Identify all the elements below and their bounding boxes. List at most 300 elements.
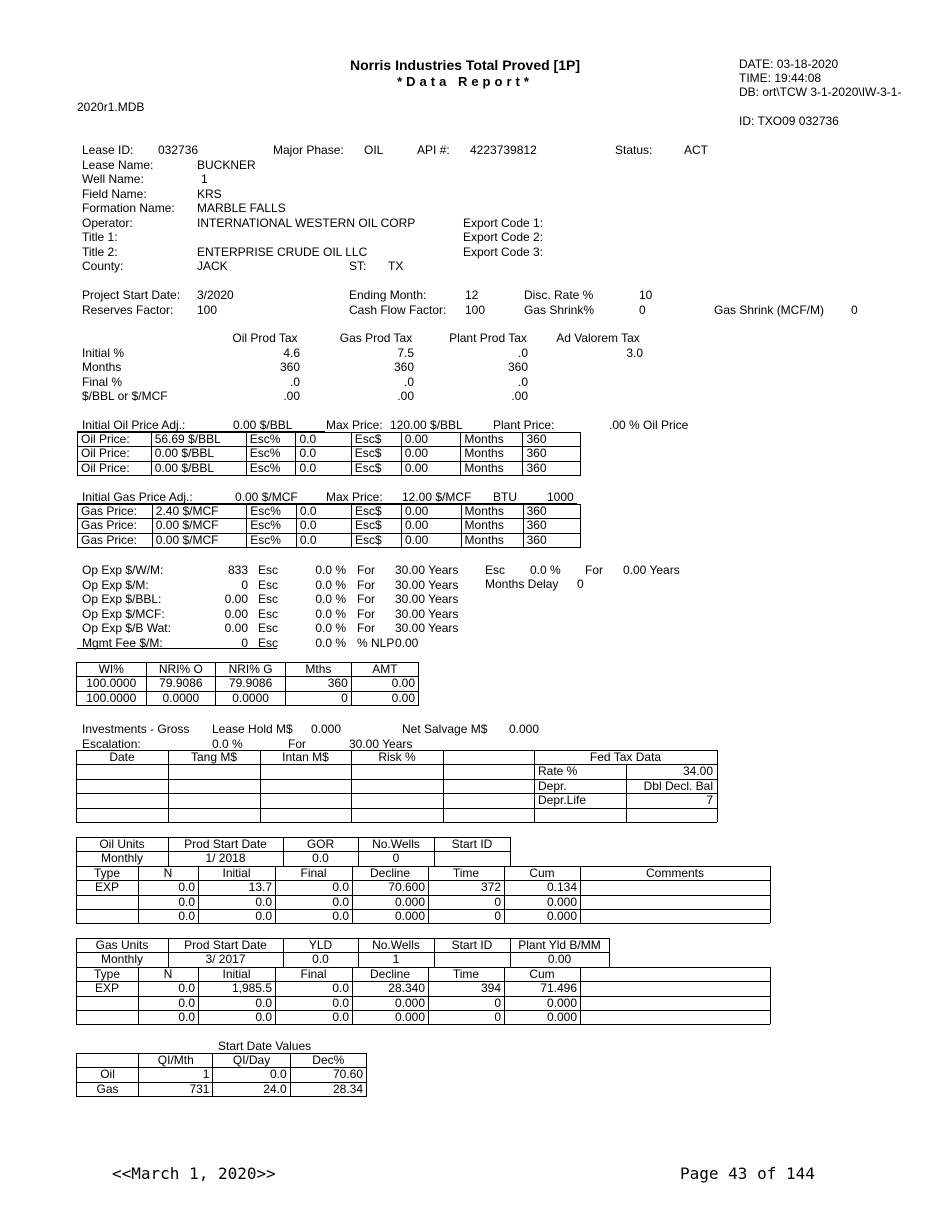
units-header: Plant Yld B/MM: [518, 938, 601, 952]
escalation-value: 0.0 %: [212, 737, 243, 751]
units-column-header: Type: [93, 865, 120, 880]
units-header: No.Wells: [372, 938, 420, 952]
opex-cell: % NLP: [357, 636, 395, 650]
units-cell: 0.000: [546, 995, 577, 1010]
units-cell: 0.0: [178, 894, 195, 909]
gas-price-cell: Months: [461, 533, 523, 547]
plant-tax-value: 360: [507, 360, 528, 374]
opex-cell: 0.0 %: [315, 621, 346, 636]
status-label: Status:: [615, 143, 653, 157]
start-values-row: [77, 1082, 367, 1096]
units-cell: 71.496: [540, 981, 577, 996]
lease-id-label: Lease ID:: [82, 143, 134, 157]
cash-flow-factor: 100: [465, 303, 486, 317]
interest-cell: 0.00: [351, 677, 418, 691]
gas-price-adj-label: Initial Gas Price Adj.:: [82, 490, 193, 504]
opex-cell: 30.00 Years: [395, 592, 459, 607]
units-header: Start ID: [451, 837, 493, 851]
units-header: Prod Start Date: [184, 938, 267, 952]
project-start-label: Project Start Date:: [82, 288, 181, 302]
fed-tax-value: Dbl Decl. Bal: [643, 778, 713, 793]
units-header: Gas Units: [95, 938, 149, 952]
units-cell: 0.0: [178, 880, 195, 895]
gas-price-cell: Gas Price:: [78, 519, 153, 533]
units-cell: 0.0: [332, 995, 349, 1010]
escalation-for: 30.00 Years: [349, 737, 413, 751]
units-header: Prod Start Date: [184, 837, 267, 851]
units-cell: 0: [494, 894, 501, 909]
title2-label: Title 2:: [82, 245, 118, 259]
opex-cell: For: [357, 577, 375, 592]
units-column-header: Decline: [369, 865, 411, 880]
oil-price-cell: 0.00: [401, 433, 461, 447]
operator-name: INTERNATIONAL WESTERN OIL CORP: [197, 216, 416, 230]
oil-price-row: [78, 461, 581, 475]
start-values-table: [76, 1053, 367, 1097]
gas-price-cell: 0.00: [402, 533, 462, 547]
gas-max-price: 12.00 $/MCF: [402, 490, 472, 504]
plant-price-label: Plant Price:: [493, 418, 555, 432]
lease-name-label: Lease Name:: [82, 158, 154, 172]
start-values-cell: QI/Mth: [139, 1054, 213, 1068]
units-cell: 0.0: [332, 1010, 349, 1024]
gas-tax-value: 360: [393, 360, 414, 374]
units-cell: 0.0: [255, 894, 272, 909]
units-cell: 0.000: [546, 909, 577, 923]
leasehold-label: Lease Hold M$: [212, 722, 293, 736]
gas-shrink: 0: [639, 303, 646, 317]
oil-price-cell: 0.00 $/BBL: [151, 447, 246, 461]
oil-max-price: 120.00 $/BBL: [390, 418, 463, 432]
units-cell: 0.0: [332, 880, 349, 895]
gas-price-cell: Esc%: [247, 505, 297, 519]
units-column-header: Cum: [529, 865, 555, 880]
title1-label: Title 1:: [82, 230, 118, 244]
oil-price-table: [77, 432, 581, 476]
gas-price-cell: Esc$: [352, 533, 402, 547]
oil-price-cell: 0.0: [296, 447, 351, 461]
ending-month: 12: [465, 288, 479, 302]
gas-tax-value: .0: [403, 375, 414, 389]
operator-label: Operator:: [82, 216, 133, 230]
units-column-header: N: [163, 865, 173, 880]
opex-cell: 30.00 Years: [395, 563, 459, 577]
page-number: Page 43 of 144: [680, 1164, 815, 1183]
gas-price-cell: 0.00 $/MCF: [152, 519, 246, 533]
gas-price-cell: Esc$: [352, 505, 402, 519]
opex-cell: 0.00: [224, 606, 248, 621]
opex-cell: Op Exp $/W/M:: [82, 563, 164, 577]
units-cell: 0: [494, 909, 501, 923]
units-column-header: Time: [452, 966, 480, 981]
oil-price-cell: Esc%: [246, 447, 296, 461]
units-header: No.Wells: [372, 837, 420, 851]
units-cell: 0.0: [332, 894, 349, 909]
gas-price-cell: Gas Price:: [78, 533, 153, 547]
start-values-cell: 70.60: [290, 1068, 366, 1082]
interest-table: [76, 662, 419, 706]
gas-price-cell: Esc$: [352, 519, 402, 533]
major-phase: OIL: [364, 143, 384, 157]
report-title: Norris Industries Total Proved [1P]: [349, 57, 580, 73]
oil-price-cell: Oil Price:: [78, 433, 152, 447]
field-name-label: Field Name:: [82, 187, 147, 201]
report-time: TIME: 19:44:08: [739, 71, 822, 85]
investment-header: Date: [109, 750, 135, 764]
lease-name: BUCKNER: [197, 158, 256, 172]
leasehold-value: 0.000: [311, 722, 342, 736]
units-column-header: Comments: [645, 865, 704, 880]
fed-tax-value: 34.00: [682, 764, 713, 779]
net-salvage-label: Net Salvage M$: [402, 722, 488, 736]
units-cell: 0.0: [332, 909, 349, 923]
field-name: KRS: [197, 187, 222, 201]
interest-cell: WI%: [77, 663, 147, 677]
units-cell: 0.0: [255, 995, 272, 1010]
interest-cell: 0.00: [351, 691, 418, 705]
opex-cell: For: [357, 606, 375, 621]
btu-value: 1000: [547, 490, 574, 504]
units-cell: 0.0: [178, 909, 195, 923]
units-value: 0.00: [547, 952, 572, 967]
gas-price-cell: 0.0: [296, 533, 351, 547]
report-subtitle: *Data Report*: [397, 74, 533, 89]
oil-price-cell: Months: [461, 433, 523, 447]
state-label: ST:: [349, 259, 367, 273]
opex-cell: 0.0 %: [315, 592, 346, 607]
gas-price-cell: 0.00: [402, 519, 462, 533]
interest-cell: 0.0000: [146, 691, 216, 705]
plant-tax-value: .00: [511, 389, 528, 403]
opex-cell: 30.00 Years: [395, 577, 459, 592]
oil-price-cell: Oil Price:: [78, 461, 152, 475]
opex-esc-label: Esc: [485, 563, 506, 577]
export-code-2: Export Code 2:: [463, 230, 544, 244]
units-value: 0: [392, 851, 400, 866]
start-values-cell: 24.0: [213, 1082, 290, 1096]
tax-row-label: Months: [82, 360, 122, 374]
units-cell: 394: [480, 981, 501, 996]
disc-rate-label: Disc. Rate %: [524, 288, 594, 302]
gas-price-table: [77, 504, 581, 548]
gas-tax-value: .00: [397, 389, 414, 403]
oil-tax-value: .0: [289, 375, 300, 389]
units-cell: 0.0: [178, 981, 195, 996]
opex-cell: Op Exp $/B Wat:: [82, 621, 171, 636]
reserves-factor-label: Reserves Factor:: [82, 303, 174, 317]
opex-cell: 0.00: [224, 621, 248, 636]
export-code-1: Export Code 1:: [463, 216, 544, 230]
disc-rate: 10: [639, 288, 653, 302]
units-cell: 1,985.5: [231, 981, 272, 996]
cash-flow-label: Cash Flow Factor:: [349, 303, 447, 317]
units-column-header: Initial: [222, 966, 251, 981]
opex-cell: 0.0 %: [315, 606, 346, 621]
units-cell: 372: [480, 880, 501, 895]
start-values-cell: Gas: [77, 1082, 139, 1096]
gas-price-cell: 0.0: [296, 519, 351, 533]
oil-price-cell: Esc$: [351, 447, 401, 461]
interest-row: [77, 663, 419, 677]
interest-cell: NRI% O: [146, 663, 216, 677]
units-cell: 0.0: [178, 1010, 195, 1024]
opex-cell: Esc: [258, 592, 279, 607]
interest-row: [77, 691, 419, 705]
interest-row: [77, 677, 419, 691]
formation-name: MARBLE FALLS: [197, 201, 286, 215]
interest-cell: 0.0000: [216, 691, 286, 705]
investment-header: Risk %: [378, 750, 416, 764]
fed-tax-value: 7: [706, 793, 713, 808]
opex-cell: For: [357, 563, 375, 577]
start-values-cell: Dec%: [290, 1054, 366, 1068]
units-cell: 0.134: [546, 880, 577, 895]
oil-price-cell: 0.0: [296, 433, 351, 447]
start-values-row: [77, 1054, 367, 1068]
opex-cell: 30.00 Years: [395, 621, 459, 636]
lease-id: 032736: [158, 143, 199, 157]
units-value: 1: [392, 952, 400, 967]
fed-tax-label: Depr.: [538, 778, 567, 793]
units-column-header: N: [163, 966, 173, 981]
gas-max-price-label: Max Price:: [326, 490, 383, 504]
oil-price-cell: Esc$: [351, 461, 401, 475]
opex-cell: For: [357, 621, 375, 636]
opex-cell: For: [357, 592, 375, 607]
units-header: Oil Units: [99, 837, 145, 851]
units-cell: 28.340: [388, 981, 425, 996]
escalation-label: Escalation:: [82, 737, 141, 751]
opex-for-label: For: [585, 563, 603, 577]
oil-price-cell: 360: [523, 461, 581, 475]
tax-row-label: Initial %: [82, 346, 125, 360]
units-value: 0.0: [312, 851, 329, 866]
escalation-for-label: For: [288, 737, 306, 751]
units-cell: 0.000: [394, 909, 425, 923]
county-label: County:: [82, 259, 124, 273]
oil-price-cell: 0.0: [296, 461, 351, 475]
units-column-header: Decline: [369, 966, 411, 981]
units-cell: 13.7: [248, 880, 272, 895]
net-salvage-value: 0.000: [509, 722, 540, 736]
months-delay-label: Months Delay: [485, 577, 559, 591]
oil-tax-value: 4.6: [283, 346, 300, 360]
gas-price-cell: 2.40 $/MCF: [152, 505, 246, 519]
opex-cell: 0.0 %: [315, 577, 346, 592]
opex-cell: Mgmt Fee $/M:: [82, 636, 163, 650]
well-name-label: Well Name:: [82, 172, 144, 186]
gas-price-row: [78, 505, 581, 519]
interest-cell: 79.9086: [216, 677, 286, 691]
units-cell: 0.000: [394, 995, 425, 1010]
oil-price-adj: 0.00 $/BBL: [233, 418, 293, 432]
state-value: TX: [388, 259, 404, 273]
units-column-header: Initial: [222, 865, 251, 880]
opex-cell: Op Exp $/M:: [82, 577, 149, 592]
units-header: Start ID: [451, 938, 493, 952]
oil-price-adj-label: Initial Oil Price Adj.:: [82, 418, 186, 432]
btu-label: BTU: [493, 490, 517, 504]
gas-tax-value: 7.5: [397, 346, 414, 360]
start-values-cell: 28.34: [290, 1082, 366, 1096]
opex-cell: 833: [227, 563, 248, 577]
opex-cell: Esc: [258, 606, 279, 621]
gas-price-cell: Esc%: [247, 519, 297, 533]
opex-cell: 0.0 %: [315, 636, 346, 650]
units-value: 3/ 2017: [205, 952, 246, 967]
opex-cell: Esc: [258, 563, 279, 577]
units-column-header: Type: [93, 966, 120, 981]
oil-price-cell: Months: [461, 447, 523, 461]
oil-price-cell: Esc$: [351, 433, 401, 447]
opex-cell: 0.00: [224, 592, 248, 607]
oil-tax-value: .00: [283, 389, 300, 403]
start-values-title: Start Date Values: [218, 1039, 312, 1053]
gas-price-row: [78, 533, 581, 547]
interest-cell: 360: [285, 677, 351, 691]
oil-price-cell: 360: [523, 433, 581, 447]
gas-shrink-mcf-label: Gas Shrink (MCF/M): [714, 303, 825, 317]
gas-price-row: [78, 519, 581, 533]
footer-date: <<March 1, 2020>>: [112, 1164, 276, 1183]
interest-cell: 100.0000: [77, 691, 147, 705]
units-cell: 0.000: [546, 894, 577, 909]
units-cell: 0.000: [394, 1010, 425, 1024]
start-values-cell: [77, 1054, 139, 1068]
plant-tax-value: .0: [517, 346, 528, 360]
units-column-header: Time: [452, 865, 480, 880]
interest-cell: NRI% G: [216, 663, 286, 677]
opex-cell: Esc: [258, 577, 279, 592]
start-values-cell: 1: [139, 1068, 213, 1082]
opex-cell: Op Exp $/BBL:: [82, 592, 162, 607]
gas-price-cell: 360: [523, 519, 580, 533]
units-column-header: Final: [300, 865, 327, 880]
gas-price-adj: 0.00 $/MCF: [235, 490, 298, 504]
opex-cell: Esc: [258, 621, 279, 636]
tax-row-label: Final %: [82, 375, 123, 389]
oil-price-cell: Esc%: [246, 433, 296, 447]
oil-price-cell: 56.69 $/BBL: [151, 433, 246, 447]
reserves-factor: 100: [197, 303, 218, 317]
start-values-cell: Oil: [77, 1068, 139, 1082]
gas-price-cell: Months: [461, 505, 523, 519]
oil-price-cell: Months: [461, 461, 523, 475]
well-name: 1: [201, 172, 208, 186]
months-delay: 0: [577, 577, 584, 591]
units-value: 0.0: [312, 952, 329, 967]
units-column-header: Cum: [529, 966, 555, 981]
oil-price-cell: Esc%: [246, 461, 296, 475]
start-values-row: [77, 1068, 367, 1082]
gas-price-cell: Esc%: [247, 533, 297, 547]
title2-value: ENTERPRISE CRUDE OIL LLC: [197, 245, 368, 259]
plant-price: .00 % Oil Price: [609, 418, 689, 432]
plant-tax-value: .0: [517, 375, 528, 389]
project-start: 3/2020: [197, 288, 234, 302]
oil-price-cell: 360: [523, 447, 581, 461]
api-label: API #:: [417, 143, 450, 157]
gas-price-cell: 0.00 $/MCF: [152, 533, 246, 547]
investments-label: Investments - Gross: [82, 722, 190, 736]
units-cell: 0.000: [546, 1010, 577, 1024]
oil-price-row: [78, 433, 581, 447]
units-cell: 0.000: [394, 894, 425, 909]
tax-row-label: $/BBL or $/MCF: [82, 389, 168, 403]
gas-price-cell: 360: [523, 505, 580, 519]
fed-tax-label: Rate %: [538, 764, 578, 779]
tax-header-oil: Oil Prod Tax: [232, 331, 298, 345]
report-id: ID: TXO09 032736: [739, 114, 839, 128]
units-value: Monthly: [100, 851, 144, 866]
db-file: 2020r1.MDB: [77, 100, 145, 114]
units-cell: 0: [494, 995, 501, 1010]
start-values-cell: QI/Day: [213, 1054, 290, 1068]
start-values-cell: 0.0: [213, 1068, 290, 1082]
report-db: DB: ort\TCW 3-1-2020\IW-3-1-: [739, 85, 902, 99]
gas-price-cell: Gas Price:: [78, 505, 153, 519]
oil-price-cell: Oil Price:: [78, 447, 152, 461]
units-cell: 0.0: [255, 909, 272, 923]
oil-price-cell: 0.00 $/BBL: [151, 461, 246, 475]
units-cell: 0.0: [178, 995, 195, 1010]
interest-cell: 0: [285, 691, 351, 705]
interest-cell: AMT: [351, 663, 418, 677]
fed-tax-label: Depr.Life: [538, 793, 587, 808]
units-cell: EXP: [94, 880, 119, 895]
oil-tax-value: 360: [279, 360, 300, 374]
api-number: 4223739812: [470, 143, 537, 157]
tax-header-plant: Plant Prod Tax: [449, 331, 527, 345]
opex-cell: Esc: [258, 636, 279, 650]
opex-cell: 0: [241, 636, 248, 650]
opex-cell: 0.0 %: [315, 563, 346, 577]
opex-cell: 0: [241, 577, 248, 592]
report-date: DATE: 03-18-2020: [739, 57, 839, 71]
advalorem-tax-value: 3.0: [626, 346, 643, 360]
opex-esc: 0.0 %: [530, 563, 561, 577]
ending-month-label: Ending Month:: [349, 288, 427, 302]
opex-cell: Op Exp $/MCF:: [82, 606, 165, 621]
investment-header: Intan M$: [282, 750, 329, 764]
export-code-3: Export Code 3:: [463, 245, 544, 259]
opex-for: 0.00 Years: [623, 563, 680, 577]
interest-cell: Mths: [285, 663, 351, 677]
status-value: ACT: [684, 143, 708, 157]
opex-cell: 0.00: [395, 636, 419, 650]
interest-cell: 79.9086: [146, 677, 216, 691]
gas-price-cell: 0.00: [402, 505, 462, 519]
units-cell: EXP: [94, 981, 119, 996]
units-header: YLD: [308, 938, 333, 952]
formation-label: Formation Name:: [82, 201, 175, 215]
oil-price-cell: 0.00: [401, 461, 461, 475]
units-cell: 0.0: [255, 1010, 272, 1024]
county-value: JACK: [197, 259, 228, 273]
units-value: 1/ 2018: [205, 851, 246, 866]
tax-header-advalorem: Ad Valorem Tax: [556, 331, 640, 345]
gas-price-cell: Months: [461, 519, 523, 533]
units-value: Monthly: [100, 952, 144, 967]
start-values-cell: 731: [139, 1082, 213, 1096]
fed-tax-title: Fed Tax Data: [589, 750, 662, 764]
units-cell: 0: [494, 1010, 501, 1024]
tax-header-gas: Gas Prod Tax: [339, 331, 413, 345]
gas-price-cell: 360: [523, 533, 580, 547]
opex-cell: 30.00 Years: [395, 606, 459, 621]
oil-price-row: [78, 447, 581, 461]
units-header: GOR: [306, 837, 335, 851]
